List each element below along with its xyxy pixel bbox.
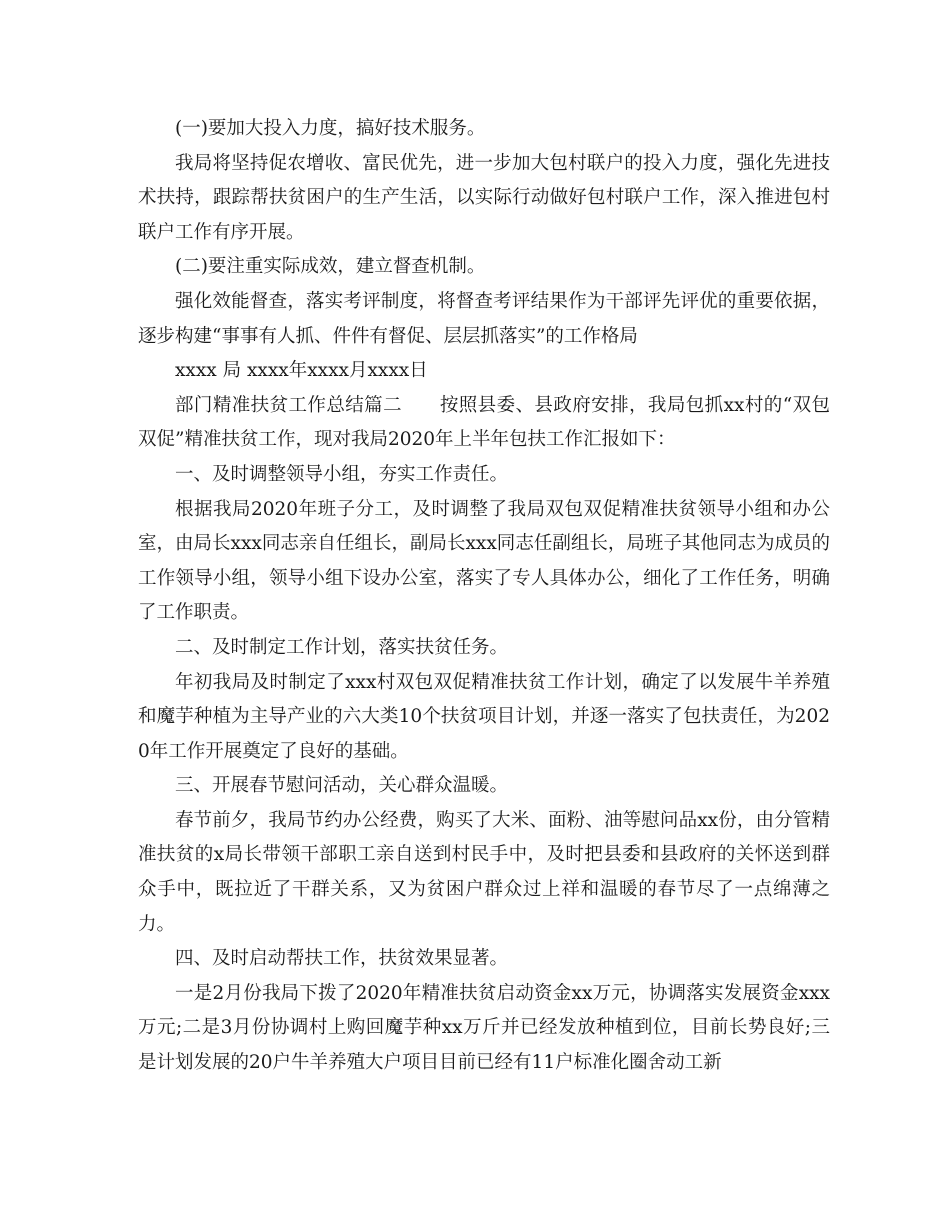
body-paragraph: 强化效能督查，落实考评制度，将督查考评结果作为干部评先评优的重要依据，逐步构建“事事有人抓、件件有督促、层层抓落实”的工作格局 (138, 290, 830, 347)
signature-date-line: xxxx 局 xxxx年xxxx月xxxx日 (175, 360, 428, 382)
summary-title-paragraph: 部门精准扶贫工作总结篇二 按照县委、县政府安排，我局包抓xx村的“双包双促”精准扶贫工作，现对我局2020年上半年包扶工作汇报如下： (138, 394, 830, 451)
document-body (138, 112, 830, 1081)
section-heading-b: 二、及时制定工作计划，落实扶贫任务。 (175, 636, 509, 658)
section-heading-1: (一)要加大投入力度，搞好技术服务。 (175, 118, 486, 139)
body-paragraph: 我局将坚持促农增收、富民优先，进一步加大包村联户的投入力度，强化先进技术扶持，跟踪帮扶贫困户的生产生活，以实际行动做好包村联户工作，深入推进包村联户工作有序开展。 (138, 152, 830, 243)
section-heading-a: 一、及时调整领导小组，夯实工作责任。 (175, 463, 509, 485)
body-paragraph: 年初我局及时制定了xxx村双包双促精准扶贫工作计划，确定了以发展牛羊养殖和魔芋种植为主导产业的六大类10个扶贫项目计划，并逐一落实了包扶责任，为2020年工作开展奠定了良好的基础。 (138, 671, 830, 762)
section-heading-d: 四、及时启动帮扶工作，扶贫效果显著。 (175, 948, 509, 970)
body-paragraph: 春节前夕，我局节约办公经费，购买了大米、面粉、油等慰问品xx份，由分管精准扶贫的x局长带领干部职工亲自送到村民手中，及时把县委和县政府的关怀送到群众手中，既拉近了干群关系，又为贫困户群众过上祥和温暖的春节尽了一点绵薄之力。 (138, 809, 830, 935)
section-heading-c: 三、开展春节慰问活动，关心群众温暖。 (175, 775, 509, 797)
body-paragraph: 一是2月份我局下拨了2020年精准扶贫启动资金xx万元，协调落实发展资金xxx万元;二是3月份协调村上购回魔芋种xx万斤并已经发放种植到位，目前长势良好;三是计划发展的20户牛羊养殖大户项目目前已经有11户标准化圈舍动工新 (138, 982, 830, 1074)
section-heading-2: (二)要注重实际成效，建立督查机制。 (175, 256, 486, 278)
body-paragraph: 根据我局2020年班子分工，及时调整了我局双包双促精准扶贫领导小组和办公室，由局长xxx同志亲自任组长，副局长xxx同志任副组长，局班子其他同志为成员的工作领导小组，领导小组下设办公室，落实了专人具体办公，细化了工作任务，明确了工作职责。 (138, 498, 830, 624)
